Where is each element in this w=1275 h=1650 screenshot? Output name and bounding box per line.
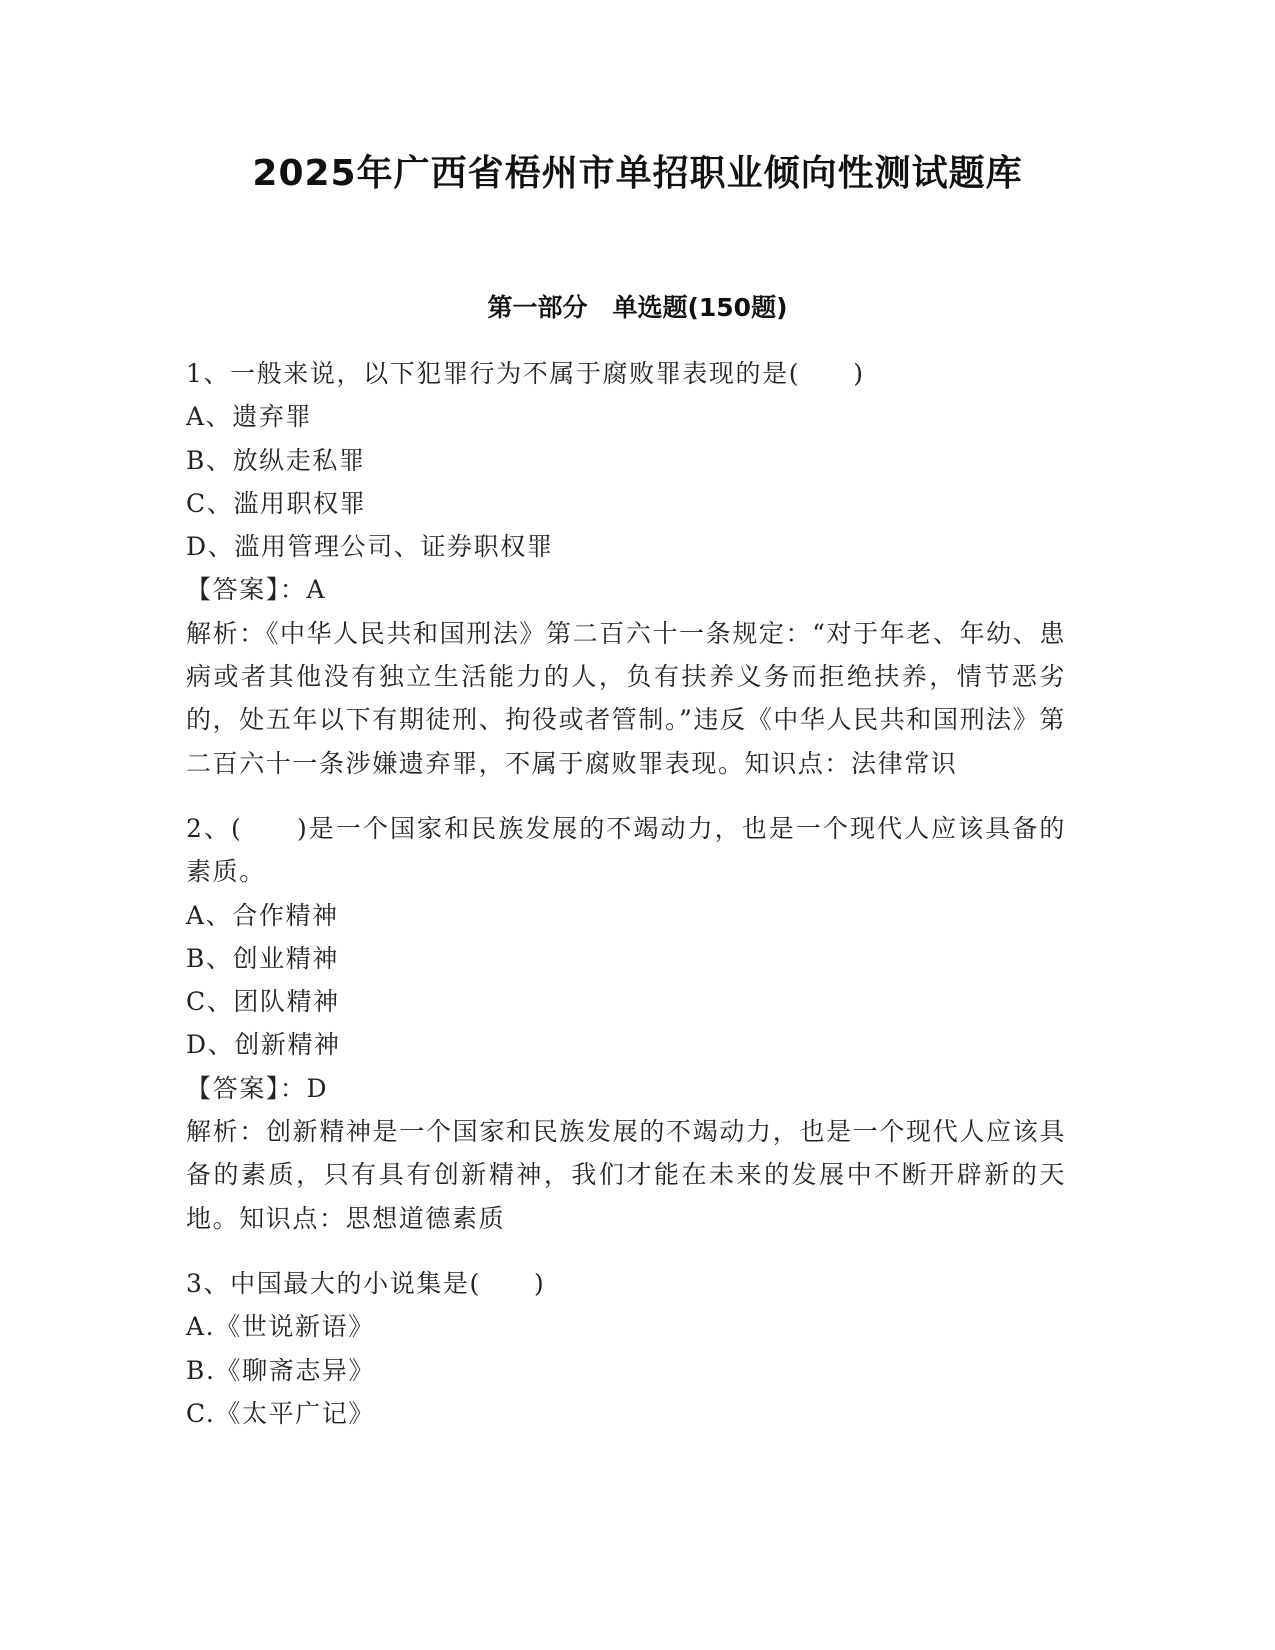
question-gap	[186, 1240, 1066, 1262]
question-3	[186, 1262, 1066, 1435]
section-title: 第一部分 单选题(150题)	[487, 293, 788, 322]
question-list	[186, 352, 1066, 1435]
answer-line: 【答案】：A	[186, 575, 327, 605]
option-a: A.《世说新语》	[186, 1312, 375, 1342]
question-stem: 3、中国最大的小说集是( )	[186, 1268, 546, 1298]
question-2	[186, 807, 1066, 1240]
option-a: A、遗弃罪	[186, 402, 313, 432]
option-c: C.《太平广记》	[186, 1398, 375, 1428]
option-c: C、团队精神	[186, 987, 340, 1017]
option-a: A、合作精神	[186, 900, 339, 930]
option-d: D、创新精神	[186, 1030, 341, 1060]
answer-line: 【答案】：D	[186, 1073, 329, 1103]
question-1	[186, 352, 1066, 785]
option-d: D、滥用管理公司、证券职权罪	[186, 532, 554, 562]
option-b: B.《聊斋志异》	[186, 1355, 376, 1385]
document-title: 2025年广西省梧州市单招职业倾向性测试题库	[252, 153, 1023, 194]
option-b: B、放纵走私罪	[186, 445, 366, 475]
option-c: C、滥用职权罪	[186, 488, 367, 518]
analysis-paragraph: 解析：创新精神是一个国家和民族发展的不竭动力，也是一个现代人应该具备的素质，只有具有创新精神，我们才能在未来的发展中不断开辟新的天地。知识点：思想道德素质	[186, 1117, 1066, 1233]
analysis-paragraph: 解析：《中华人民共和国刑法》第二百六十一条规定：“对于年老、年幼、患病或者其他没有独立生活能力的人，负有扶养义务而拒绝扶养，情节恶劣的，处五年以下有期徒刑、拘役或者管制。”违反《中华人民共和国刑法》第二百六十一条涉嫌遗弃罪，不属于腐败罪表现。知识点：法律常识	[186, 618, 1066, 778]
option-b: B、创业精神	[186, 943, 339, 973]
question-stem: 1、一般来说，以下犯罪行为不属于腐败罪表现的是( )	[186, 359, 865, 388]
question-gap	[186, 785, 1066, 807]
question-stem: 2、( )是一个国家和民族发展的不竭动力，也是一个现代人应该具备的素质。	[186, 813, 1066, 887]
